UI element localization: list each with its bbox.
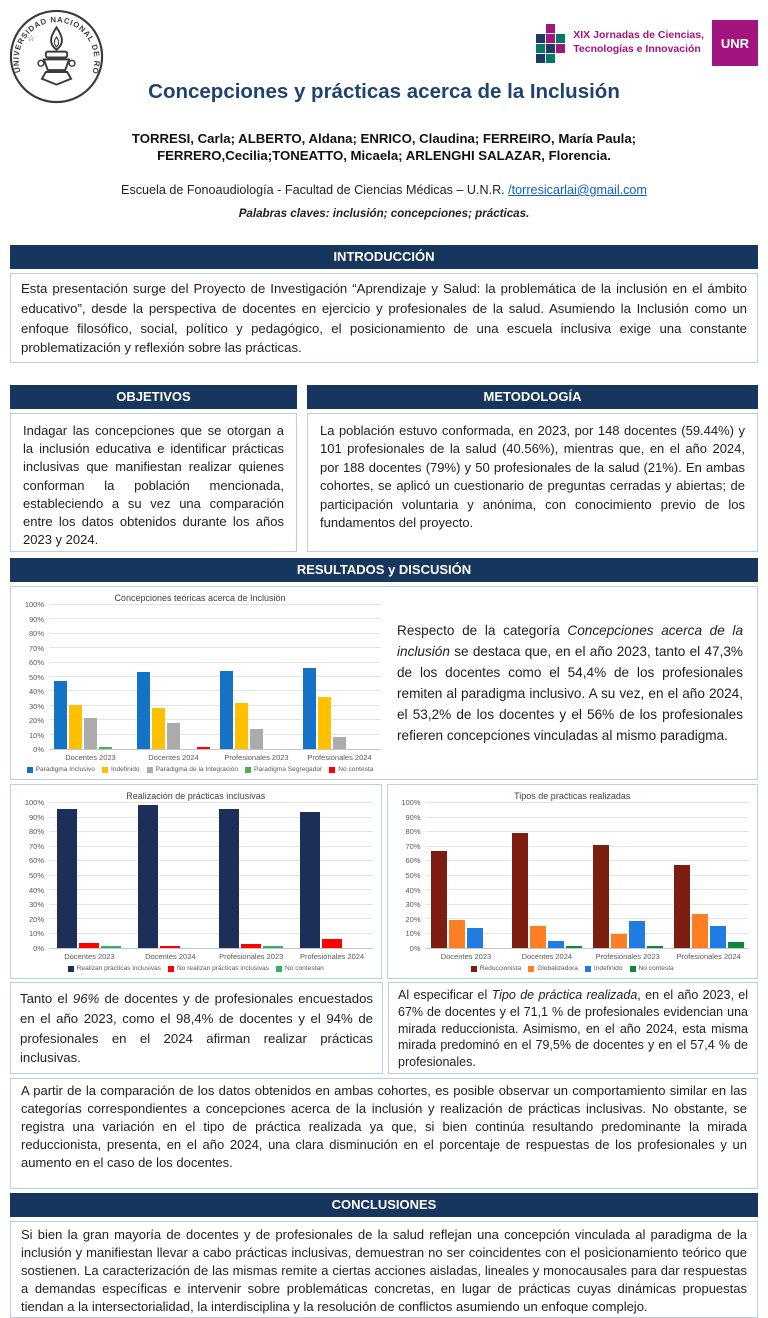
- bar-indefinido: [69, 705, 82, 749]
- bar-globalizadora: [611, 934, 627, 948]
- chart-y-axis: [19, 600, 49, 754]
- legend-label: Paradigma Inclusivo: [35, 766, 95, 773]
- x-tick-label: Profesionales 2024: [676, 952, 741, 961]
- y-tick-label: 10%: [28, 929, 44, 939]
- bar-paradigma-segregador: [99, 747, 112, 749]
- affiliation-line: [0, 183, 768, 197]
- legend-marker: [528, 966, 534, 972]
- tipos-italic: Tipo de práctica realizada: [491, 988, 638, 1002]
- legend-item: [630, 965, 674, 972]
- legend-label: Paradigma de la Integración: [155, 766, 239, 773]
- y-tick-label: 60%: [28, 658, 44, 667]
- x-tick-label: Profesionales 2023: [224, 753, 289, 762]
- email-link[interactable]: /torresicarlai@gmail.com: [508, 183, 647, 197]
- y-tick-label: 40%: [405, 885, 421, 895]
- legend-item: [27, 766, 95, 773]
- chart-tipos-practicas: [387, 784, 759, 979]
- tipos-paragraph: [388, 982, 758, 1074]
- chart-plot-area: [49, 803, 373, 949]
- bar-group: [132, 605, 215, 749]
- legend-marker: [168, 966, 174, 972]
- bar-indefinido: [710, 926, 726, 948]
- chart-plot-area: [49, 605, 381, 750]
- legend-label: No contestan: [284, 965, 324, 972]
- bar-groups: [426, 803, 750, 948]
- y-tick-label: 60%: [28, 856, 44, 866]
- y-tick-label: 10%: [405, 929, 421, 939]
- legend-marker: [245, 767, 251, 773]
- bar-reduccionista: [512, 833, 528, 948]
- bar-paradigma-de-la-integraci-n: [167, 723, 180, 749]
- legend-item: [168, 965, 269, 972]
- x-tick-label: Profesionales 2024: [299, 952, 365, 961]
- bar-paradigma-inclusivo: [303, 668, 316, 749]
- y-tick-label: 80%: [28, 629, 44, 638]
- chart-title: Concepciones teóricas acerca de Inclusión: [114, 593, 286, 603]
- bar-no-contesta: [566, 946, 582, 948]
- concepciones-pre: Respecto de la categoría: [397, 622, 568, 638]
- y-tick-label: 100%: [24, 798, 44, 807]
- x-tick-label: Profesionales 2023: [219, 952, 284, 961]
- chart-legend: [19, 764, 381, 776]
- bar-group: [211, 803, 292, 948]
- jornadas-line1: XIX Jornadas de Ciencias,: [573, 29, 704, 42]
- chart-x-axis: [49, 949, 373, 963]
- concepciones-paragraph: [389, 587, 757, 779]
- bar-no-realizan-pr-cticas-inclusivas: [241, 944, 261, 948]
- legend-item: [102, 766, 140, 773]
- keywords-line: Palabras claves: inclusión; concepciones; prácticas.: [238, 207, 530, 220]
- y-tick-label: 90%: [28, 812, 44, 822]
- chart-legend: [396, 963, 750, 975]
- metodologia-text: La población estuvo conformada, en 2023, por 148 docentes (59.44%) y 101 profesionales de la salud (40.56%), mientras que, en el año 2024, por 188 docentes (79%) y 50 profesionales de la salud (21%). En ambas cohortes, se aplicó un cuestionario de preguntas cerradas y abiertas; de participación voluntaria y anónima, con conocimiento previo de los fundamentos del proyecto.: [307, 413, 758, 552]
- resultados-row3: [10, 982, 758, 1074]
- seal-text: UNIVERSIDAD NACIONAL DE RO: [11, 15, 102, 76]
- bar-no-contestan: [101, 946, 121, 948]
- x-tick-label: Docentes 2023: [65, 753, 116, 762]
- objetivos-column: [10, 385, 297, 552]
- legend-marker: [276, 966, 282, 972]
- y-tick-label: 90%: [28, 614, 44, 624]
- x-tick-label: Profesionales 2023: [595, 952, 660, 961]
- legend-item: [68, 965, 161, 972]
- bar-paradigma-inclusivo: [220, 671, 233, 749]
- bar-realizan-pr-cticas-inclusivas: [57, 809, 77, 948]
- y-tick-label: 50%: [405, 871, 421, 880]
- legend-marker: [68, 966, 74, 972]
- bar-group: [215, 605, 298, 749]
- legend-label: Indefinido: [110, 766, 140, 773]
- y-tick-label: 100%: [24, 600, 44, 609]
- y-tick-label: 50%: [28, 871, 44, 880]
- section-header-metodologia: METODOLOGÍA: [307, 385, 758, 409]
- chart-plot-grid: [396, 798, 750, 963]
- legend-marker: [471, 966, 477, 972]
- bar-paradigma-de-la-integraci-n: [84, 718, 97, 749]
- bar-paradigma-de-la-integraci-n: [333, 737, 346, 749]
- bar-no-realizan-pr-cticas-inclusivas: [79, 943, 99, 948]
- legend-marker: [585, 966, 591, 972]
- concepciones-post: se destaca que, en el año 2023, tanto el 47,3% de los docentes como el 54,4% de los profesionales remiten al paradigma inclusivo. A su vez, en el año 2024, el 53,2% de los docentes y el 56% de los profesionales refieren concepciones vinculadas al mismo paradigma.: [397, 643, 743, 744]
- legend-item: [528, 965, 578, 972]
- chart-concepciones-teoricas: [11, 587, 389, 779]
- y-tick-label: 0%: [33, 944, 44, 953]
- bar-indefinido: [152, 708, 165, 749]
- bar-group: [506, 803, 587, 948]
- section-header-conclusiones: CONCLUSIONES: [10, 1193, 758, 1217]
- jornadas-pixel-logo: [536, 24, 565, 63]
- bar-group: [587, 803, 668, 948]
- bar-realizan-pr-cticas-inclusivas: [219, 809, 239, 948]
- bar-indefinido: [467, 928, 483, 948]
- bar-indefinido: [318, 697, 331, 749]
- y-tick-label: 60%: [405, 856, 421, 866]
- conclusiones-text: Si bien la gran mayoría de docentes y de profesionales de la salud reflejan una concepción vinculada al paradigma de la inclusión y manifiestan llevar a cabo prácticas inclusivas, demuestran no ser coincidentes con el posicionamiento teórico que sostienen. La caracterización de las mismas remite a ciertas acciones aisladas, lineales y monocausales para dar respuestas a demandas específicas e intervenir sobre problemáticas concretas, en lugar de prácticas cuyas dinámicas propuestas tiendan a la intersectorialidad, la interdisciplina y la resolución de conflictos asumiendo un enfoque complejo.: [10, 1221, 758, 1318]
- legend-marker: [27, 767, 33, 773]
- legend-marker: [630, 966, 636, 972]
- bar-paradigma-de-la-integraci-n: [250, 729, 263, 749]
- bar-group: [49, 803, 130, 948]
- introduccion-text: Esta presentación surge del Proyecto de Investigación “Aprendizaje y Salud: la problemática de la inclusión en el ámbito educativo”, desde la perspectiva de docentes en ejercicio y profesionales de la salud. Asumiendo la Inclusión como un enfoque filosófico, social, político y pedagógico, el posicionamiento de una escuela inclusiva exige una constante problematización y reflexión sobre las prácticas.: [10, 273, 758, 363]
- page-title: Concepciones y prácticas acerca de la Inclusión: [148, 80, 620, 103]
- affiliation-text: Escuela de Fonoaudiología - Facultad de Ciencias Médicas – U.N.R.: [121, 183, 509, 197]
- bar-groups: [49, 803, 373, 948]
- resultados-row2: [10, 784, 758, 979]
- x-tick-label: Docentes 2023: [440, 952, 492, 961]
- chart-plot-area: [426, 803, 750, 949]
- authors-line: TORRESI, Carla; ALBERTO, Aldana; ENRICO, Claudina; FERREIRO, María Paula; FERRERO,Cecilia;TONEATTO, Micaela; ARLENGHI SALAZAR, Florencia.: [131, 131, 637, 164]
- chart-title: Realización de prácticas inclusivas: [126, 791, 266, 801]
- chart-plot-grid: [19, 798, 373, 963]
- chart-title: Tipos de practicas realizadas: [514, 791, 631, 801]
- practicas-post: de docentes y de profesionales encuestados en el año 2023, como el 98,4% de docentes y el 94% de profesionales en el 2024 afirman realizar prácticas inclusivas.: [20, 991, 373, 1066]
- bar-no-contesta: [197, 747, 210, 749]
- chart-x-axis: [426, 949, 750, 963]
- y-tick-label: 100%: [401, 798, 421, 807]
- bar-reduccionista: [593, 845, 609, 948]
- y-tick-label: 90%: [405, 812, 421, 822]
- lamp-icon: [38, 27, 75, 84]
- y-tick-label: 80%: [405, 827, 421, 837]
- y-tick-label: 50%: [28, 672, 44, 682]
- bar-no-contesta: [647, 946, 663, 948]
- bar-no-contesta: [728, 942, 744, 948]
- chart-x-axis: [49, 750, 381, 764]
- legend-marker: [329, 767, 335, 773]
- bar-globalizadora: [449, 920, 465, 948]
- chart-plot-grid: [19, 600, 381, 764]
- tipos-post: , en el año 2023, el 67% de docentes y el 71,1 % de profesionales evidencian una mirada reduccionista. Asimismo, en el año 2024, esta misma mirada predominó en el 79,5% de docentes y en el 57,4 % de profesionales.: [398, 988, 749, 1069]
- legend-item: [276, 965, 324, 972]
- legend-label: No contesta: [338, 766, 374, 773]
- section-header-introduccion: INTRODUCCIÓN: [10, 245, 758, 269]
- resultados-row1: [10, 586, 758, 780]
- bar-no-realizan-pr-cticas-inclusivas: [160, 946, 180, 948]
- y-tick-label: 70%: [28, 841, 44, 851]
- x-tick-label: Docentes 2024: [148, 753, 199, 762]
- legend-item: [245, 766, 322, 773]
- legend-item: [585, 965, 623, 972]
- y-tick-label: 30%: [28, 900, 44, 910]
- jornadas-line2: Tecnologías e Innovación: [573, 43, 701, 55]
- seal-star-icon: ☆: [27, 32, 36, 43]
- y-tick-label: 10%: [28, 730, 44, 740]
- bar-group: [130, 803, 211, 948]
- bar-indefinido: [629, 921, 645, 948]
- legend-label: Paradigma Segregador: [254, 766, 323, 773]
- bar-no-contestan: [263, 946, 283, 948]
- section-header-objetivos: OBJETIVOS: [10, 385, 297, 409]
- y-tick-label: 70%: [405, 841, 421, 851]
- objetivos-metodologia-row: [10, 385, 758, 552]
- practicas-italic: 96%: [72, 991, 100, 1006]
- bar-group: [292, 803, 373, 948]
- bar-realizan-pr-cticas-inclusivas: [300, 812, 320, 948]
- comparacion-paragraph: A partir de la comparación de los datos obtenidos en ambas cohortes, es posible observar un comportamiento similar en las categorías correspondientes a concepciones acerca de la inclusión y realización de prácticas inclusivas. No obstante, se registra una variación en el tipo de práctica realizada ya que, si bien continúa resultando predominante la mirada reduccionista, presenta, en el año 2024, una clara disminución en el porcentaje de respuestas de los profesionales y un aumento en el caso de los docentes.: [10, 1078, 758, 1189]
- y-tick-label: 30%: [405, 900, 421, 910]
- bar-group: [298, 605, 381, 749]
- chart-y-axis: [19, 798, 49, 953]
- y-tick-label: 30%: [28, 701, 44, 711]
- bar-group: [426, 803, 507, 948]
- poster-content: [10, 245, 758, 1318]
- bar-globalizadora: [692, 914, 708, 948]
- concepciones-italic: Concepciones acerca de la inclusión: [397, 622, 743, 659]
- bar-realizan-pr-cticas-inclusivas: [138, 805, 158, 948]
- y-tick-label: 40%: [28, 687, 44, 696]
- y-tick-label: 20%: [28, 914, 44, 924]
- y-tick-label: 80%: [28, 827, 44, 837]
- legend-marker: [147, 767, 153, 773]
- bar-indefinido: [548, 941, 564, 948]
- bar-reduccionista: [674, 865, 690, 948]
- bar-reduccionista: [431, 851, 447, 948]
- legend-marker: [102, 767, 108, 773]
- y-tick-label: 40%: [28, 885, 44, 895]
- legend-item: [147, 766, 238, 773]
- bar-group: [49, 605, 132, 749]
- bar-globalizadora: [530, 926, 546, 948]
- x-tick-label: Docentes 2023: [64, 952, 115, 961]
- practicas-pre: Tanto el: [20, 991, 73, 1006]
- jornadas-logo: [536, 20, 758, 66]
- chart-y-axis: [396, 798, 426, 953]
- legend-label: Reduccionista: [479, 965, 522, 972]
- section-header-resultados: RESULTADOS y DISCUSIÓN: [10, 558, 758, 582]
- y-tick-label: 0%: [33, 745, 44, 754]
- jornadas-title: [573, 29, 704, 56]
- objetivos-text: Indagar las concepciones que se otorgan a la inclusión educativa e identificar prácticas inclusivas que manifiestan realizar quienes conforman la población mencionada, estableciendo a su vez una comparación entre los datos obtenidos durante los años 2023 y 2024.: [10, 413, 297, 552]
- bar-indefinido: [235, 703, 248, 749]
- x-tick-label: Docentes 2024: [521, 952, 573, 961]
- legend-item: [471, 965, 521, 972]
- bar-paradigma-inclusivo: [54, 681, 67, 749]
- y-tick-label: 20%: [28, 716, 44, 725]
- bar-no-realizan-pr-cticas-inclusivas: [322, 939, 342, 948]
- legend-label: No contesta: [638, 965, 674, 972]
- y-tick-label: 70%: [28, 643, 44, 653]
- chart-legend: [19, 963, 373, 975]
- metodologia-column: [307, 385, 758, 552]
- chart-realizacion-practicas: [10, 784, 382, 979]
- y-tick-label: 20%: [405, 914, 421, 924]
- tipos-pre: Al especificar el: [398, 988, 492, 1002]
- legend-item: [329, 766, 373, 773]
- legend-label: No realizan prácticas inclusivas: [176, 965, 269, 972]
- bar-groups: [49, 605, 381, 749]
- x-tick-label: Docentes 2024: [145, 952, 196, 961]
- x-tick-label: Profesionales 2024: [307, 753, 372, 762]
- unr-logo: UNR: [712, 20, 758, 66]
- bar-group: [668, 803, 749, 948]
- y-tick-label: 0%: [409, 944, 421, 953]
- legend-label: Realizan prácticas inclusivas: [76, 965, 161, 972]
- practicas-paragraph: [10, 982, 383, 1074]
- legend-label: Indefinido: [593, 965, 623, 972]
- bar-paradigma-inclusivo: [137, 672, 150, 749]
- legend-label: Globalizadora: [537, 965, 578, 972]
